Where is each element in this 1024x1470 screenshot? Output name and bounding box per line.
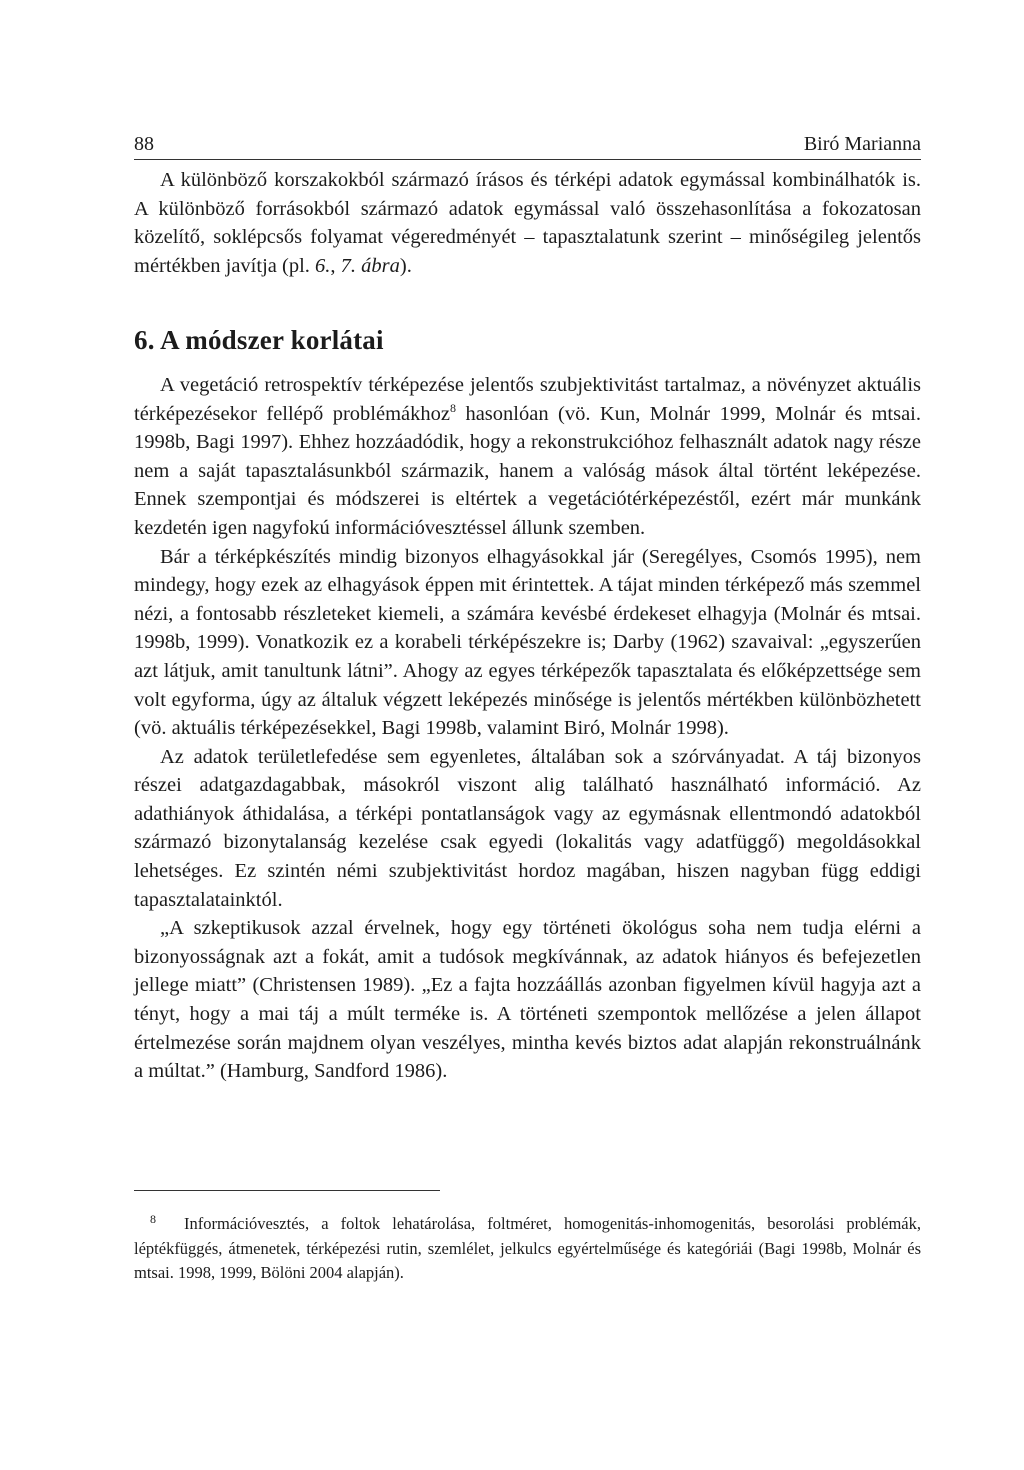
page-number: 88	[134, 133, 154, 155]
footnote-divider	[134, 1190, 440, 1191]
paragraph-1	[134, 371, 921, 543]
figure-ref-7: 7. ábra	[340, 254, 400, 277]
paragraph-1-text-b: hasonlóan (vö. Kun, Molnár 1999, Molnár és mtsai. 1998b, Bagi 1997). Ehhez hozzáadódik, hogy a rekonstrukcióhoz felhasznált adatok nagy része nem a saját tapasztalásunkból származik, hanem a valóság mások által történt leképezése. Ennek szempontjai és módszerei is eltértek a vegetációtérképezéstől, ezért már munkánk kezdetén igen nagyfokú információvesztéssel állunk szemben.	[134, 402, 921, 539]
paragraph-4: „A szkeptikusok azzal érvelnek, hogy egy történeti ökológus soha nem tudja elérni a bizonyosságnak azt a fokát, amit a tudósok megkívánnak, az adatok hiányos és befejezetlen jellege miatt” (Christensen 1989). „Ez a fajta hozzáállás azonban figyelmen kívül hagyja azt a tényt, hogy a mai táj a múlt terméke is. A történeti szempontok mellőzése a jelen állapot értelmezése során majdnem olyan veszélyes, mintha kevés biztos adat alapján rekonstruálnánk a múltat.” (Hamburg, Sandford 1986).	[134, 917, 921, 1083]
body-text	[134, 166, 921, 1086]
intro-paragraph	[134, 166, 921, 280]
footnote-text: Információvesztés, a foltok lehatárolása, foltméret, homogenitás-inhomogenitás, besorolási problémák, léptékfüggés, átmenetek, térképezési rutin, szemlélet, jelkulcs egyértelműsége és kategóriái (Bagi 1998b, Molnár és mtsai. 1998, 1999, Bölöni 2004 alapján).	[134, 1214, 921, 1282]
paragraph-2: Bár a térképkészítés mindig bizonyos elhagyásokkal jár (Seregélyes, Csomós 1995), nem mindegy, hogy ezek az elhagyások éppen mit érintettek. A tájat minden térképező más szemmel nézi, a fontosabb részleteket kiemeli, a számára kevésbé érdekeset elhagyja (Molnár és mtsai. 1998b, 1999). Vonatkozik ez a korabeli térképészekre is; Darby (1962) szavaival: „egyszerűen azt látjuk, amit tanultunk látni”. Ahogy az egyes térképezők tapasztalata és előképzettsége sem volt egyforma, úgy az általuk végzett leképezés minősége is jelentős mértékben különbözhetett (vö. aktuális térképezésekkel, Bagi 1998b, valamint Biró, Molnár 1998).	[134, 545, 921, 740]
paragraph-1-text-a: A vegetáció retrospektív térképezése jelentős szubjektivitást tartalmaz, a növényzet aktuális térképezésekor fellépő problémákhoz	[134, 373, 921, 425]
footnote-mark: 8	[150, 1211, 156, 1226]
running-header	[134, 131, 921, 160]
section-heading: 6. A módszer korlátai	[134, 325, 384, 356]
footnote	[134, 1212, 921, 1286]
paragraph-3: Az adatok területlefedése sem egyenletes, általában sok a szórványadat. A táj bizonyos részei adatgazdagabbak, másokról viszont alig található használható információ. Az adathiányok áthidalása, a térképi pontatlanságok vagy az egymásnak ellentmondó adatokból származó bizonytalanság kezelése csak egyedi (lokalitás vagy adatfüggő) megoldásokkal lehetséges. Ez szintén némi szubjektivitást hordoz magában, hiszen nagyban függ eddigi tapasztalatainktól.	[134, 745, 921, 911]
figure-ref-6: 6.	[315, 254, 331, 277]
figure-ref-sep: ,	[330, 254, 341, 277]
intro-end: ).	[399, 254, 412, 277]
intro-text: A különböző korszakokból származó írásos és térképi adatok egymással kombinálhatók is. A különböző forrásokból származó adatok egymással való összehasonlítása a fokozatosan közelítő, soklépcsős folyamat végeredményét – tapasztalatunk szerint – minőségileg jelentős mértékben javítja (pl.	[134, 169, 921, 277]
running-header-author: Biró Marianna	[803, 133, 921, 155]
footnote-reference[interactable]: 8	[450, 400, 456, 415]
